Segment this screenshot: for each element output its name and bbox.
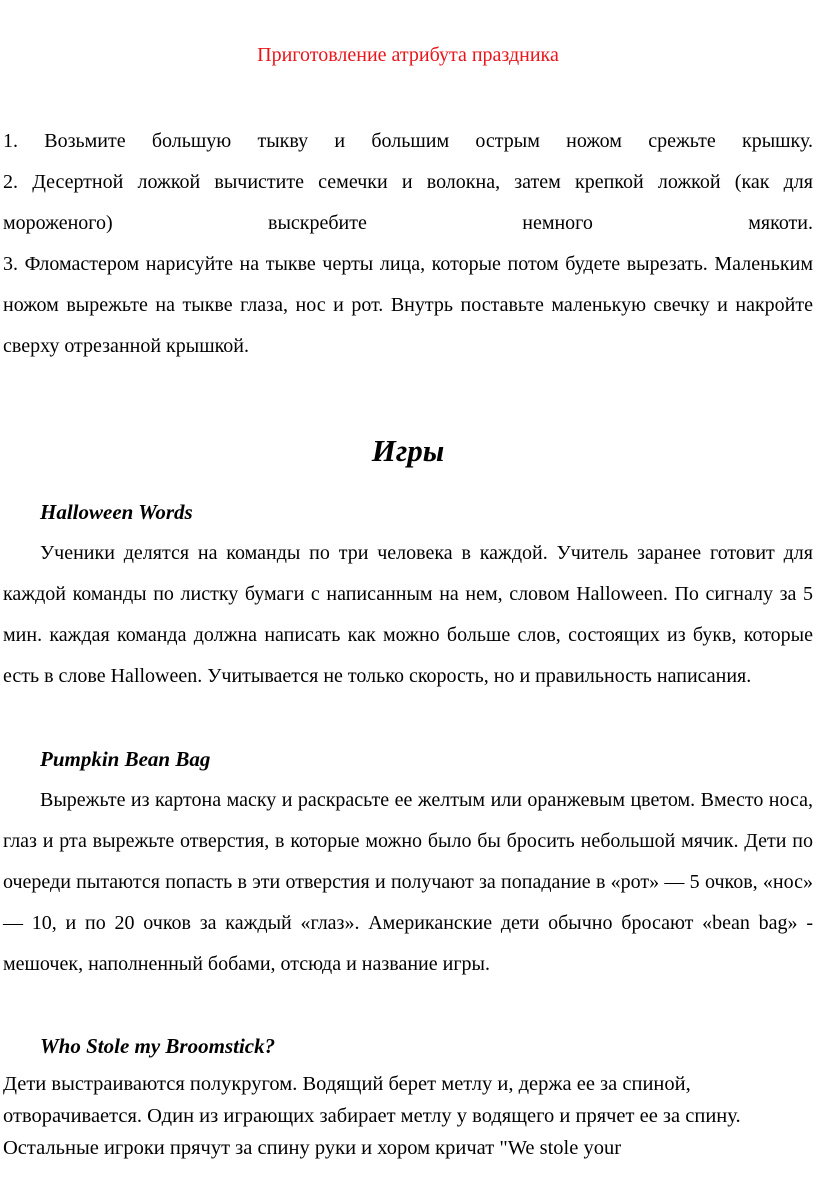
- game-title-pumpkin-bean-bag: Pumpkin Bean Bag: [40, 747, 211, 771]
- instruction-step-1: 1. Возьмите большую тыкву и большим острым ножом срежьте крышку.: [3, 130, 813, 152]
- instructions-list: [3, 121, 813, 367]
- instruction-step-3: 3. Фломастером нарисуйте на тыкве черты лица, которые потом будете вырезать. Маленьким ножом вырежьте на тыкве глаза, нос и рот. Внутрь поставьте маленькую свечку и накройте сверху отрезанной крышкой.: [3, 253, 813, 357]
- document-title: Приготовление атрибута праздника: [257, 44, 559, 66]
- instruction-step-2: 2. Десертной ложкой вычистите семечки и волокна, затем крепкой ложкой (как для мороженого) выскребите немного мякоти.: [3, 171, 813, 234]
- game-body-pumpkin-bean-bag: Вырежьте из картона маску и раскрасьте ее желтым или оранжевым цветом. Вместо носа, глаз и рта вырежьте отверстия, в которые можно было бы бросить небольшой мячик. Дети по очереди пытаются попасть в эти отверстия и получают за попадание в «рот» — 5 очков, «нос» — 10, и по 20 очков за каждый «глаз». Американские дети обычно бросают «bean bag» - мешочек, наполненный бобами, отсюда и название игры.: [3, 789, 813, 975]
- section-heading-games: Игры: [371, 433, 445, 468]
- game-body-who-stole-my-broomstick: Дети выстраиваются полукругом. Водящий берет метлу и, держа ее за спиной, отворачивается. Один из играющих забирает метлу у водящего и прячет ее за спину. Остальные игроки прячут за спину руки и хором кричат "We stole your: [3, 1073, 741, 1159]
- game-title-who-stole-my-broomstick: Who Stole my Broomstick?: [40, 1034, 276, 1058]
- game-title-halloween-words: Halloween Words: [40, 500, 193, 524]
- game-body-halloween-words: Ученики делятся на команды по три человека в каждой. Учитель заранее готовит для каждой команды по листку бумаги с написанным на нем, словом Halloween. По сигналу за 5 мин. каждая команда должна написать как можно больше слов, состоящих из букв, которые есть в слове Halloween. Учитывается не только скорость, но и правильность написания.: [3, 542, 813, 687]
